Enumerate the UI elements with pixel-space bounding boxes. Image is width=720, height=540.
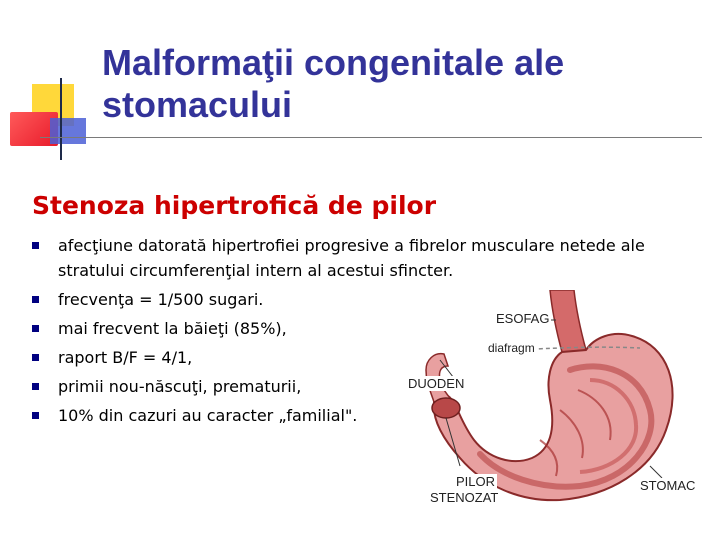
label-stomac: STOMAC	[640, 478, 696, 493]
bullet-text: primii nou-născuţi, prematurii,	[58, 377, 302, 396]
bullet-square-icon	[32, 412, 39, 419]
bullet-text: raport B/F = 4/1,	[58, 348, 193, 367]
bullet-square-icon	[32, 296, 39, 303]
decor-blue-square	[50, 118, 86, 144]
bullet-square-icon	[32, 383, 39, 390]
bullet-text: 10% din cazuri au caracter „familial".	[58, 406, 358, 425]
bullet-text: afecţiune datorată hipertrofiei progresive a fibrelor musculare netede ale stratului circumferenţial intern al acestui sfincter.	[58, 236, 645, 280]
pylorus-thickening	[432, 398, 460, 418]
label-diafragm: diafragm	[488, 341, 535, 355]
stomach-illustration	[400, 290, 710, 520]
esophagus-shape	[550, 290, 586, 352]
label-stenozat: STENOZAT	[430, 490, 499, 505]
section-heading: Stenoza hipertrofică de pilor	[32, 191, 437, 220]
title-divider	[40, 137, 702, 138]
label-duoden: DUODEN	[408, 376, 465, 391]
bullet-item	[32, 233, 692, 283]
bullet-text: frecvenţa = 1/500 sugari.	[58, 290, 264, 309]
bullet-text: mai frecvent la băieţi (85%),	[58, 319, 287, 338]
pointer-stomac	[650, 466, 662, 478]
slide-title: Malformaţii congenitale ale stomacului	[102, 42, 565, 125]
bullet-square-icon	[32, 354, 39, 361]
label-pilor: PILOR	[456, 474, 496, 489]
label-esofag: ESOFAG	[496, 311, 550, 326]
decor-vertical-line	[60, 78, 62, 160]
bullet-square-icon	[32, 242, 39, 249]
bullet-square-icon	[32, 325, 39, 332]
